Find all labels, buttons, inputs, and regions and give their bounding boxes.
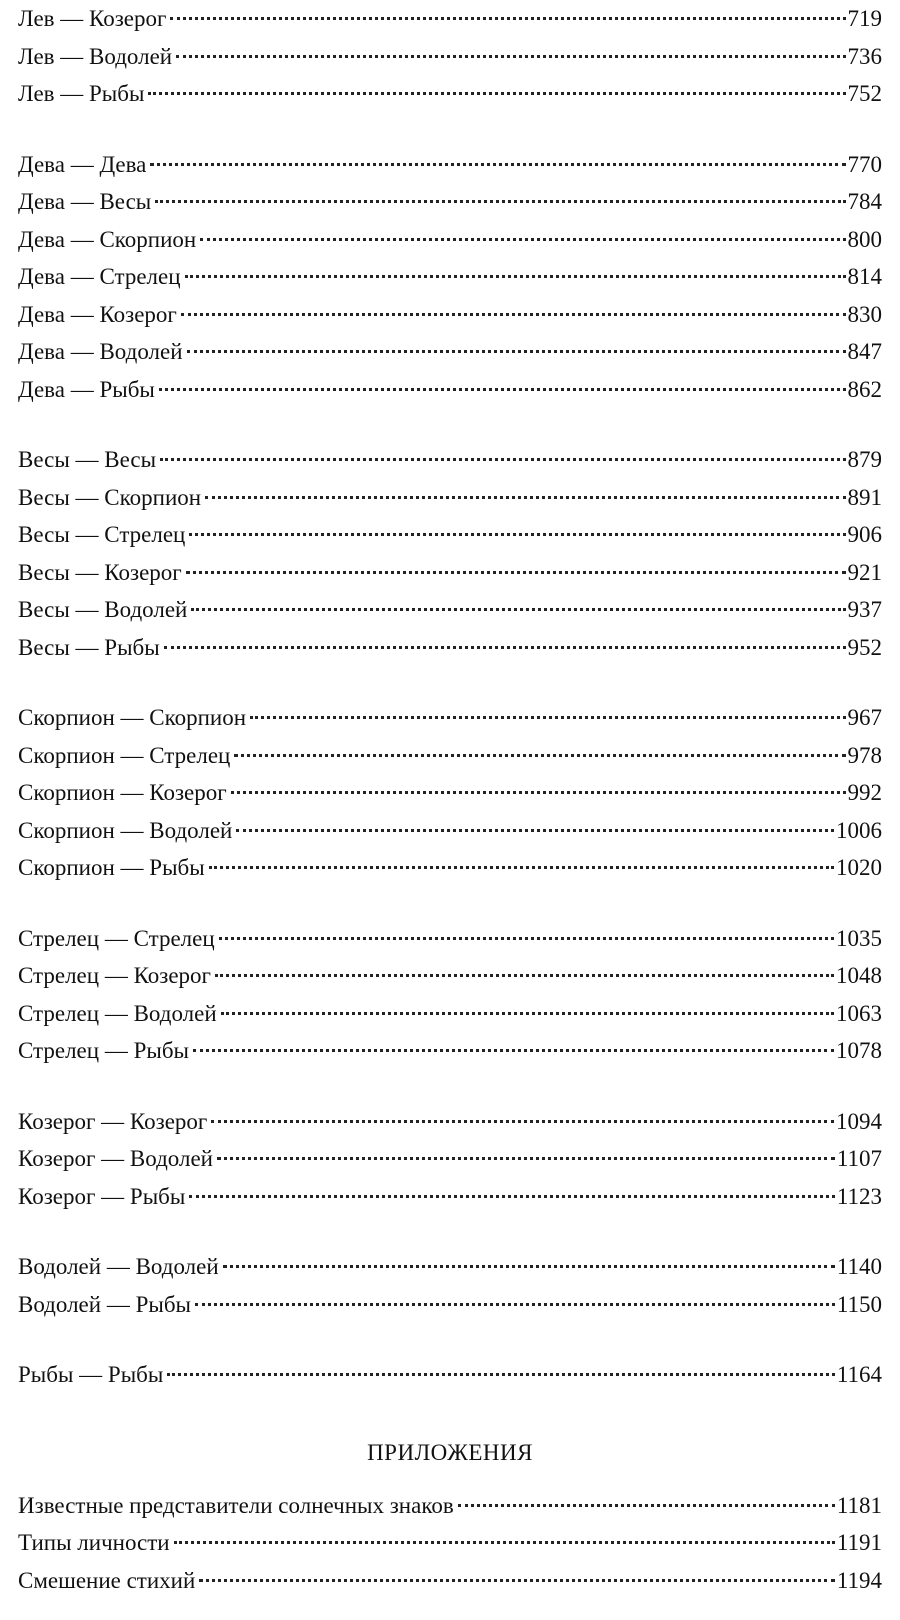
toc-entry-page-number: 1048 [836, 963, 882, 988]
toc-entry-page-number: 1150 [836, 1291, 882, 1317]
dot-leader [219, 937, 834, 940]
toc-entry-page-number: 967 [847, 705, 882, 730]
dot-leader [176, 55, 845, 58]
group-spacer [18, 1394, 882, 1427]
dot-leader [150, 163, 845, 166]
appendix-entries [18, 1487, 882, 1600]
toc-entry [18, 995, 882, 1033]
toc-entry [18, 75, 882, 113]
toc-entry-page-number: 952 [847, 634, 882, 660]
dot-leader [160, 458, 845, 461]
toc-entry [18, 146, 882, 184]
toc-group [18, 699, 882, 887]
toc-entry-page-number: 1035 [836, 925, 882, 951]
toc-entry-title: Дева — Стрелец [18, 264, 181, 289]
toc-entry-page-number: 891 [847, 484, 882, 510]
dot-leader [191, 608, 845, 611]
toc-entry-page-number: 1164 [836, 1362, 882, 1387]
dot-leader [209, 866, 834, 869]
toc-entry-page-number: 906 [847, 522, 882, 547]
dot-leader [193, 1049, 834, 1052]
toc-entry-title: Лев — Рыбы [18, 81, 145, 106]
group-spacer [18, 887, 882, 920]
toc-entry-page-number: 1123 [836, 1183, 882, 1209]
toc-entry-page-number: 800 [847, 226, 882, 252]
dot-leader [187, 350, 846, 353]
toc-entry [18, 699, 882, 737]
toc-group [18, 1103, 882, 1216]
toc-entry-page-number: 862 [847, 376, 882, 402]
toc-entry-title: Дева — Козерог [18, 301, 177, 327]
toc-groups [18, 0, 882, 1427]
dot-leader [148, 92, 845, 95]
toc-entry [18, 1562, 882, 1600]
dot-leader [215, 974, 834, 977]
toc-entry [18, 1286, 882, 1324]
toc-entry-page-number: 1194 [836, 1567, 882, 1593]
dot-leader [185, 275, 846, 278]
group-spacer [18, 408, 882, 441]
toc-entry-title: Дева — Скорпион [18, 226, 197, 252]
toc-entry [18, 737, 882, 775]
dot-leader [217, 1157, 835, 1160]
toc-entry-page-number: 921 [847, 559, 882, 585]
dot-leader [186, 571, 846, 574]
toc-entry-title: Типы личности [18, 1530, 170, 1555]
toc-entry-page-number: 1078 [836, 1038, 882, 1063]
toc-group [18, 0, 882, 113]
dot-leader [458, 1504, 835, 1507]
toc-entry-page-number: 1094 [836, 1108, 882, 1134]
toc-entry [18, 441, 882, 479]
toc-group [18, 920, 882, 1070]
toc-entry [18, 1524, 882, 1562]
toc-entry [18, 920, 882, 958]
toc-entry-page-number: 978 [847, 742, 882, 768]
toc-entry [18, 333, 882, 371]
toc-entry-title: Известные представители солнечных знаков [18, 1492, 454, 1518]
table-of-contents [18, 0, 882, 1599]
toc-entry-title: Весы — Весы [18, 447, 157, 472]
dot-leader [174, 1541, 835, 1544]
toc-entry-title: Весы — Скорпион [18, 484, 202, 510]
toc-entry-title: Лев — Козерог [18, 6, 167, 31]
dot-leader [211, 1120, 834, 1123]
toc-entry-title: Водолей — Рыбы [18, 1291, 191, 1317]
toc-entry [18, 554, 882, 592]
toc-entry-title: Рыбы — Рыбы [18, 1362, 164, 1387]
toc-entry-title: Стрелец — Водолей [18, 1000, 217, 1026]
dot-leader [167, 1373, 835, 1376]
toc-entry-title: Скорпион — Стрелец [18, 742, 231, 768]
dot-leader [234, 754, 845, 757]
toc-entry-page-number: 770 [847, 151, 882, 177]
toc-entry-title: Дева — Рыбы [18, 376, 155, 402]
toc-entry [18, 296, 882, 334]
toc-group [18, 1248, 882, 1323]
toc-entry-page-number: 784 [847, 189, 882, 214]
dot-leader [231, 791, 846, 794]
toc-entry-page-number: 847 [847, 339, 882, 364]
toc-entry-title: Весы — Стрелец [18, 522, 186, 547]
group-spacer [18, 1323, 882, 1356]
toc-entry [18, 258, 882, 296]
toc-group [18, 146, 882, 409]
toc-entry-page-number: 1063 [836, 1000, 882, 1026]
dot-leader [189, 1195, 835, 1198]
toc-entry-page-number: 752 [847, 81, 882, 106]
toc-entry [18, 0, 882, 38]
toc-entry [18, 1140, 882, 1178]
dot-leader [221, 1012, 834, 1015]
toc-entry [18, 38, 882, 76]
dot-leader [181, 313, 846, 316]
toc-entry [18, 812, 882, 850]
toc-entry-title: Лев — Водолей [18, 43, 173, 69]
toc-entry-title: Водолей — Водолей [18, 1254, 219, 1279]
toc-entry-title: Скорпион — Рыбы [18, 855, 205, 880]
toc-entry [18, 1248, 882, 1286]
toc-entry-page-number: 1020 [836, 855, 882, 880]
toc-entry [18, 221, 882, 259]
toc-entry-title: Весы — Водолей [18, 597, 188, 622]
toc-entry-title: Козерог — Козерог [18, 1108, 208, 1134]
dot-leader [164, 646, 846, 649]
toc-entry-page-number: 1107 [836, 1146, 882, 1171]
toc-group [18, 441, 882, 666]
toc-entry-title: Дева — Водолей [18, 339, 183, 364]
toc-entry [18, 479, 882, 517]
toc-entry-page-number: 879 [847, 447, 882, 472]
toc-entry-page-number: 1181 [836, 1492, 882, 1518]
toc-entry-title: Стрелец — Рыбы [18, 1038, 189, 1063]
toc-entry-title: Смешение стихий [18, 1567, 196, 1593]
group-spacer [18, 113, 882, 146]
toc-entry [18, 371, 882, 409]
dot-leader [195, 1303, 835, 1306]
toc-entry-page-number: 1140 [836, 1254, 882, 1279]
dot-leader [155, 200, 845, 203]
toc-entry [18, 1178, 882, 1216]
toc-entry [18, 774, 882, 812]
toc-entry [18, 591, 882, 629]
toc-entry-title: Дева — Дева [18, 151, 147, 177]
toc-entry-title: Дева — Весы [18, 189, 152, 214]
group-spacer [18, 666, 882, 699]
toc-entry [18, 183, 882, 221]
dot-leader [250, 716, 845, 719]
dot-leader [199, 1579, 835, 1582]
toc-entry-title: Козерог — Рыбы [18, 1183, 186, 1209]
toc-entry-title: Скорпион — Водолей [18, 817, 233, 843]
dot-leader [189, 533, 845, 536]
toc-entry-title: Козерог — Водолей [18, 1146, 213, 1171]
toc-entry-page-number: 719 [847, 6, 882, 31]
toc-entry-page-number: 1191 [836, 1530, 882, 1555]
toc-group [18, 1356, 882, 1394]
toc-entry-page-number: 814 [847, 264, 882, 289]
toc-entry [18, 1487, 882, 1525]
dot-leader [223, 1265, 835, 1268]
group-spacer [18, 1215, 882, 1248]
toc-entry-page-number: 992 [847, 780, 882, 805]
toc-entry [18, 516, 882, 554]
dot-leader [205, 496, 845, 499]
toc-entry-title: Стрелец — Козерог [18, 963, 211, 988]
toc-entry [18, 849, 882, 887]
dot-leader [200, 238, 845, 241]
toc-entry-title: Скорпион — Скорпион [18, 705, 247, 730]
toc-entry-title: Весы — Рыбы [18, 634, 160, 660]
dot-leader [236, 829, 834, 832]
toc-entry-title: Скорпион — Козерог [18, 780, 227, 805]
appendix-heading: ПРИЛОЖЕНИЯ [367, 1439, 533, 1465]
toc-entry-page-number: 736 [847, 43, 882, 69]
toc-entry [18, 957, 882, 995]
dot-leader [159, 388, 846, 391]
group-spacer [18, 1070, 882, 1103]
toc-entry-page-number: 830 [847, 301, 882, 327]
toc-entry [18, 1032, 882, 1070]
dot-leader [170, 17, 845, 20]
toc-entry-page-number: 937 [847, 597, 882, 622]
toc-entry-title: Стрелец — Стрелец [18, 925, 215, 951]
toc-entry [18, 1356, 882, 1394]
toc-entry [18, 629, 882, 667]
toc-entry-page-number: 1006 [836, 817, 882, 843]
toc-entry [18, 1103, 882, 1141]
toc-entry-title: Весы — Козерог [18, 559, 182, 585]
